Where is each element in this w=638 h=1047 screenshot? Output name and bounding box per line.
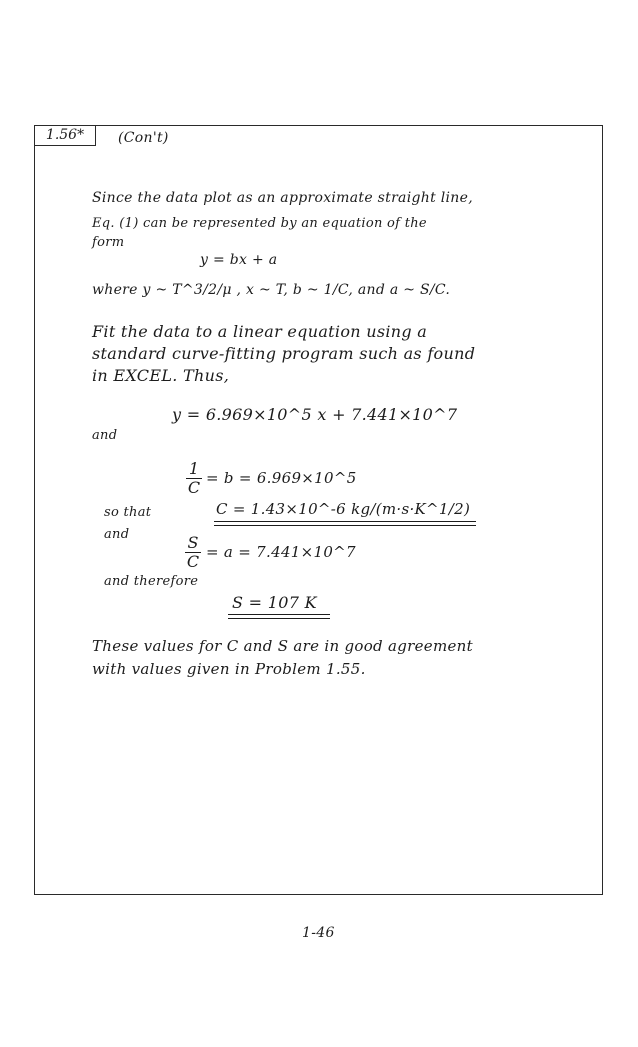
text-line-5: Fit the data to a linear equation using a: [92, 322, 428, 341]
conclusion-line-2: with values given in Problem 1.55.: [92, 660, 366, 678]
and-label-1: and: [92, 428, 118, 443]
one-over-c-fraction: [186, 460, 202, 497]
text-line-2: Eq. (1) can be represented by an equation of the: [92, 216, 427, 231]
s-result-underline: [228, 614, 330, 615]
continued-label: (Con't): [118, 130, 169, 146]
and-therefore-label: and therefore: [104, 574, 199, 589]
c-result-underline: [214, 521, 476, 522]
s-over-c-fraction: [185, 534, 201, 571]
s-over-c-equation: = a = 7.441×10^7: [206, 543, 356, 561]
s-result: S = 107 K: [232, 593, 317, 612]
so-that-label: so that: [104, 505, 152, 520]
fraction-numerator: S: [185, 534, 201, 553]
linear-form: y = bx + a: [200, 252, 278, 268]
text-line-3: form: [92, 235, 125, 250]
problem-number: 1.56*: [34, 125, 96, 146]
text-line-1: Since the data plot as an approximate straight line,: [92, 190, 473, 206]
fraction-denominator: C: [186, 552, 200, 571]
c-result: C = 1.43×10^-6 kg/(m·s·K^1/2): [216, 500, 471, 518]
conclusion-line-1: These values for C and S are in good agreement: [92, 637, 473, 655]
c-result-double-underline: [214, 525, 476, 526]
text-line-7: in EXCEL. Thus,: [92, 366, 230, 385]
fit-equation: y = 6.969×10^5 x + 7.441×10^7: [172, 405, 458, 424]
fraction-denominator: C: [187, 478, 201, 497]
fraction-numerator: 1: [186, 460, 202, 479]
page-number: 1-46: [302, 925, 335, 941]
where-line: where y ~ T^3/2/μ , x ~ T, b ~ 1/C, and a ~ S/C.: [92, 282, 451, 298]
s-result-double-underline: [228, 618, 330, 619]
and-label-2: and: [104, 527, 130, 542]
text-line-6: standard curve-fitting program such as found: [92, 344, 476, 363]
one-over-c-equation: = b = 6.969×10^5: [206, 469, 357, 487]
